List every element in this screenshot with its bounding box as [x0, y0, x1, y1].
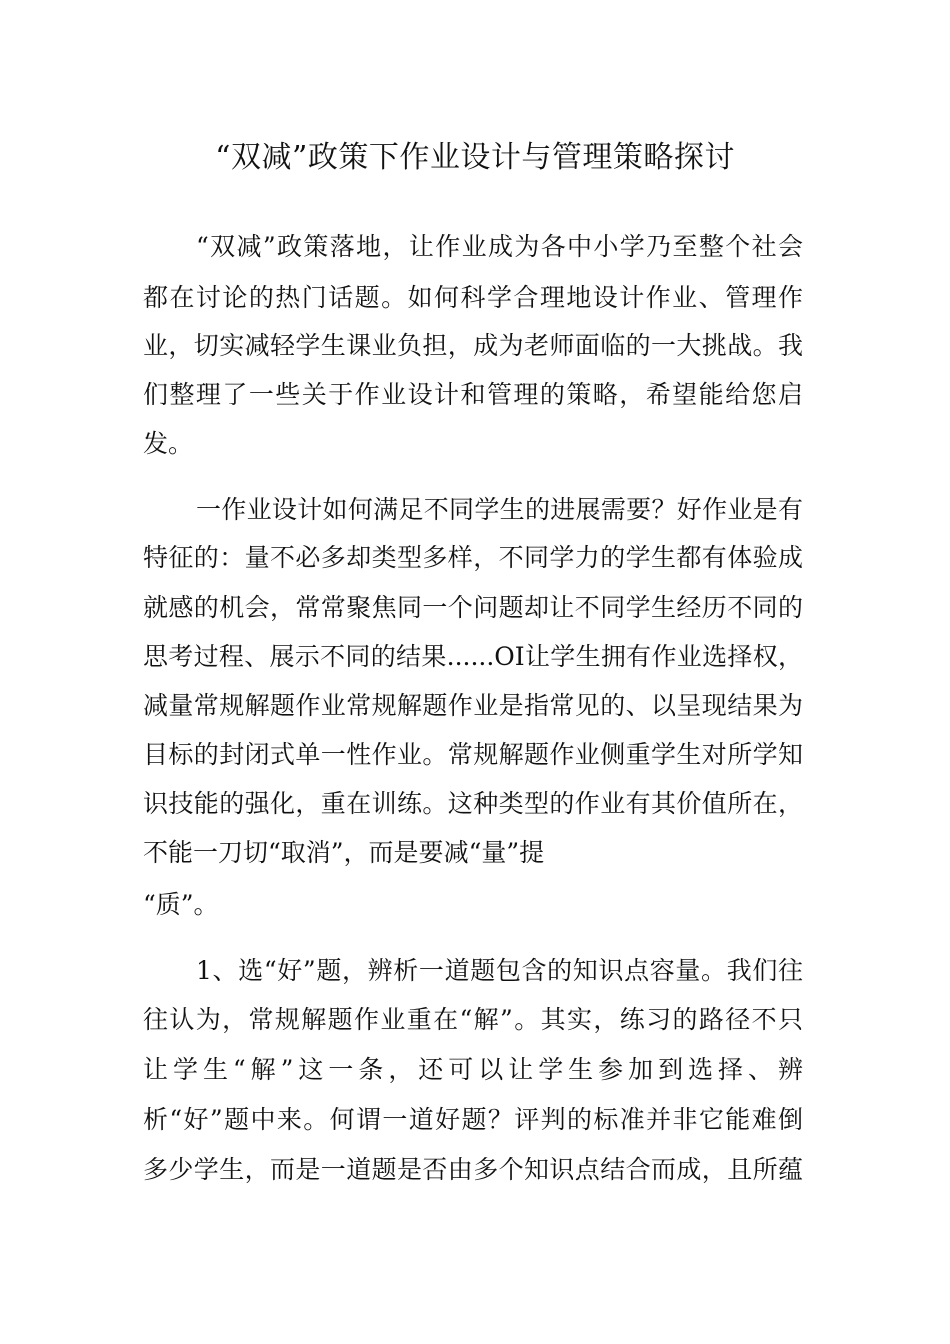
paragraph-3-line-3: 让学生“解”这一条，还可以让学生参加到选择、辨 [143, 1055, 803, 1084]
paragraph-1-line-3: 业，切实减轻学生课业负担，成为老师面临的一大挑战。我 [143, 331, 803, 360]
paragraph-2-line-9: “质”。 [143, 890, 219, 919]
paragraph-2-line-7: 识技能的强化，重在训练。这种类型的作业有其价值所在， [143, 789, 803, 818]
paragraph-2-line-1: 一作业设计如何满足不同学生的进展需要？好作业是有 [196, 495, 803, 524]
paragraph-1-line-1: “双减”政策落地，让作业成为各中小学乃至整个社会 [196, 232, 803, 261]
paragraph-1-line-2: 都在讨论的热门话题。如何科学合理地设计作业、管理作 [143, 283, 803, 312]
paragraph-2-line-6: 目标的封闭式单一性作业。常规解题作业侧重学生对所学知 [143, 740, 803, 769]
paragraph-3-line-1: 1、选“好”题，辨析一道题包含的知识点容量。我们往 [196, 956, 803, 985]
paragraph-1-line-4: 们整理了一些关于作业设计和管理的策略，希望能给您启 [143, 380, 803, 409]
paragraph-3-line-4: 析“好”题中来。何谓一道好题？评判的标准并非它能难倒 [143, 1105, 803, 1134]
paragraph-3-line-2: 往认为，常规解题作业重在“解”。其实，练习的路径不只 [143, 1005, 803, 1034]
paragraph-2-line-4: 思考过程、展示不同的结果......OI让学生拥有作业选择权， [143, 642, 803, 671]
paragraph-1-line-5: 发。 [143, 429, 194, 458]
paragraph-3-line-5: 多少学生，而是一道题是否由多个知识点结合而成，且所蕴 [143, 1155, 803, 1184]
paragraph-2-line-3: 就感的机会，常常聚焦同一个问题却让不同学生经历不同的 [143, 593, 803, 622]
paragraph-2-line-5: 减量常规解题作业常规解题作业是指常见的、以呈现结果为 [143, 691, 803, 720]
paragraph-2-line-8: 不能一刀切“取消”，而是要减“量”提 [143, 838, 545, 867]
document-title: “双减”政策下作业设计与管理策略探讨 [215, 140, 735, 175]
paragraph-2-line-2: 特征的：量不必多却类型多样，不同学力的学生都有体验成 [143, 543, 803, 572]
